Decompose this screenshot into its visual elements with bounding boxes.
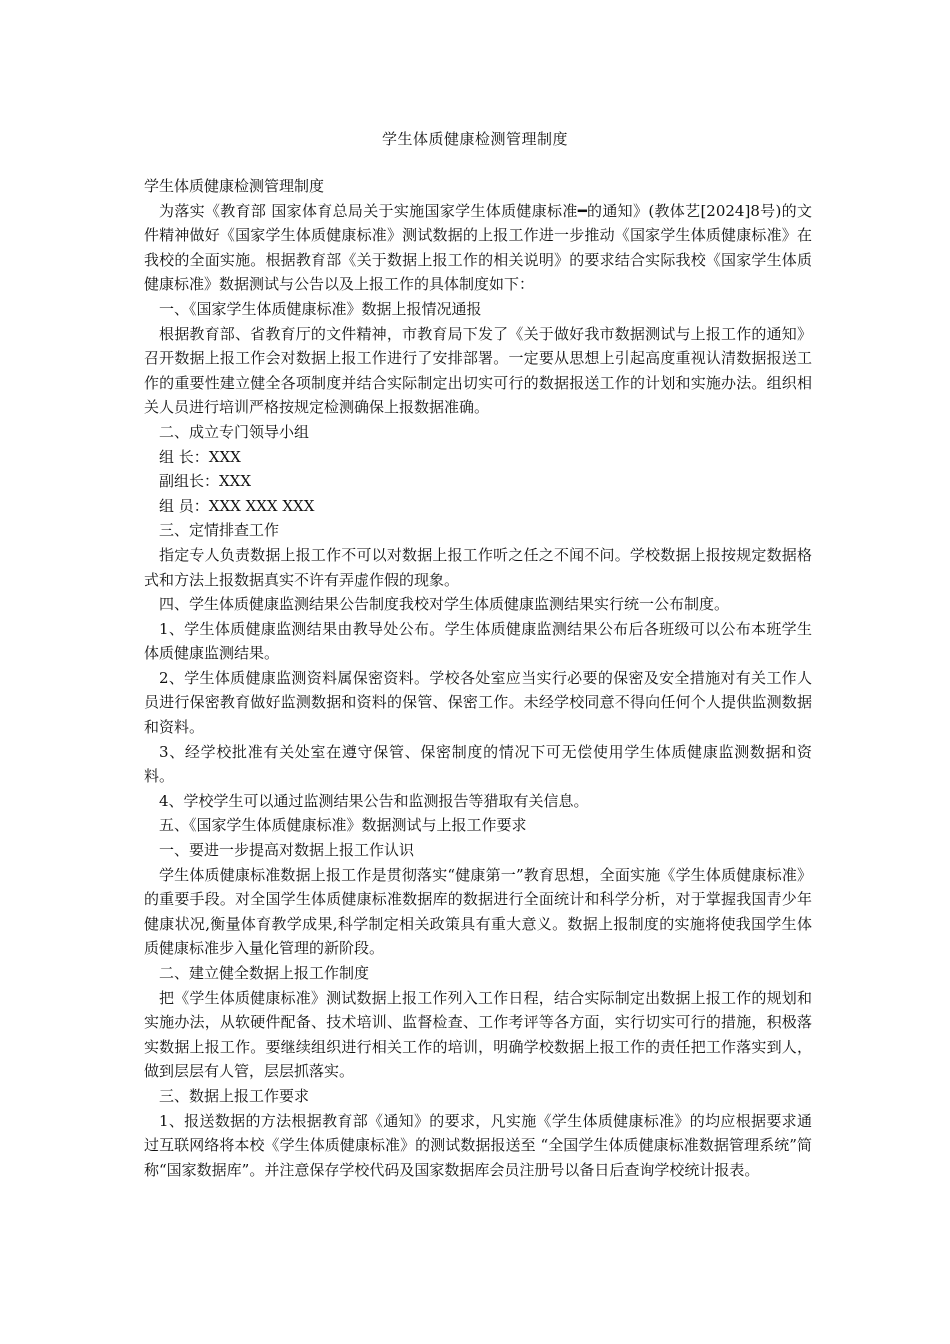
paragraph: 为落实《教育部 国家体育总局关于实施国家学生体质健康标准━的通知》(教体艺[2024]8号)的文件精神做好《国家学生体质健康标准》测试数据的上报工作进一步推动《国家学生体质健康标准》在我校的全面实施。根据教育部《关于数据上报工作的相关说明》的要求结合实际我校《国家学生体质健康标准》数据测试与公告以及上报工作的具体制度如下：	[144, 201, 812, 294]
paragraph: 组 员：XXX XXX XXX	[159, 496, 315, 515]
paragraph: 三、数据上报工作要求	[159, 1086, 310, 1105]
paragraph: 根据教育部、省教育厅的文件精神，市教育局下发了《关于做好我市数据测试与上报工作的通知》召开数据上报工作会对数据上报工作进行了安排部署。一定要从思想上引起高度重视认清数据报送工作的重要性建立健全各项制度并结合实际制定出切实可行的数据报送工作的计划和实施办法。组织相关人员进行培训严格按规定检测确保上报数据准确。	[144, 324, 812, 417]
paragraph: 3、经学校批准有关处室在遵守保管、保密制度的情况下可无偿使用学生体质健康监测数据和资料。	[144, 742, 812, 786]
paragraph: 二、建立健全数据上报工作制度	[159, 964, 370, 982]
paragraph: 4、学校学生可以通过监测结果公告和监测报告等猎取有关信息。	[159, 791, 589, 810]
paragraph: 1、学生体质健康监测结果由教导处公布。学生体质健康监测结果公布后各班级可以公布本班学生体质健康监测结果。	[144, 619, 812, 663]
paragraph: 学生体质健康标准数据上报工作是贯彻落实“健康第一”教育思想，全面实施《学生体质健康标准》的重要手段。对全国学生体质健康标准数据库的数据进行全面统计和科学分析，对于掌握我国青少年健康状况,衡量体育教学成果,科学制定相关政策具有重大意义。数据上报制度的实施将使我国学生体质健康标准步入量化管理的新阶段。	[144, 865, 812, 958]
paragraph: 五、《国家学生体质健康标准》数据测试与上报工作要求	[159, 816, 527, 835]
paragraph: 2、学生体质健康监测资料属保密资料。学校各处室应当实行必要的保密及安全措施对有关工作人员进行保密教育做好监测数据和资料的保管、保密工作。未经学校同意不得向任何个人提供监测数据和资料。	[144, 668, 812, 737]
paragraph: 组 长：XXX	[159, 447, 241, 466]
paragraph: 1、报送数据的方法根据教育部《通知》的要求，凡实施《学生体质健康标准》的均应根据要求通过互联网络将本校《学生体质健康标准》的测试数据报送至 “全国学生体质健康标准数据管理系统”简称“国家数据库”。并注意保存学校代码及国家数据库会员注册号以备日后查询学校统计报表。	[144, 1111, 812, 1179]
paragraph: 一、《国家学生体质健康标准》数据上报情况通报	[159, 299, 482, 318]
paragraph: 二、成立专门领导小组	[159, 422, 310, 441]
document-title: 学生体质健康检测管理制度	[381, 130, 568, 148]
paragraph: 学生体质健康检测管理制度	[144, 177, 325, 195]
document-body	[144, 174, 812, 1182]
paragraph: 指定专人负责数据上报工作不可以对数据上报工作听之任之不闻不问。学校数据上报按规定数据格式和方法上报数据真实不许有弄虚作假的现象。	[144, 545, 812, 589]
paragraph: 副组长：XXX	[159, 472, 252, 491]
paragraph: 一、要进一步提高对数据上报工作认识	[159, 841, 415, 860]
paragraph: 四、学生体质健康监测结果公告制度我校对学生体质健康监测结果实行统一公布制度。	[159, 595, 730, 614]
paragraph: 把《学生体质健康标准》测试数据上报工作列入工作日程，结合实际制定出数据上报工作的规划和实施办法，从软硬件配备、技术培训、监督检查、工作考评等各方面，实行切实可行的措施，积极落实数据上报工作。要继续组织进行相关工作的培训，明确学校数据上报工作的责任把工作落实到人，做到层层有人管，层层抓落实。	[144, 988, 812, 1081]
paragraph: 三、定情排查工作	[159, 521, 280, 540]
